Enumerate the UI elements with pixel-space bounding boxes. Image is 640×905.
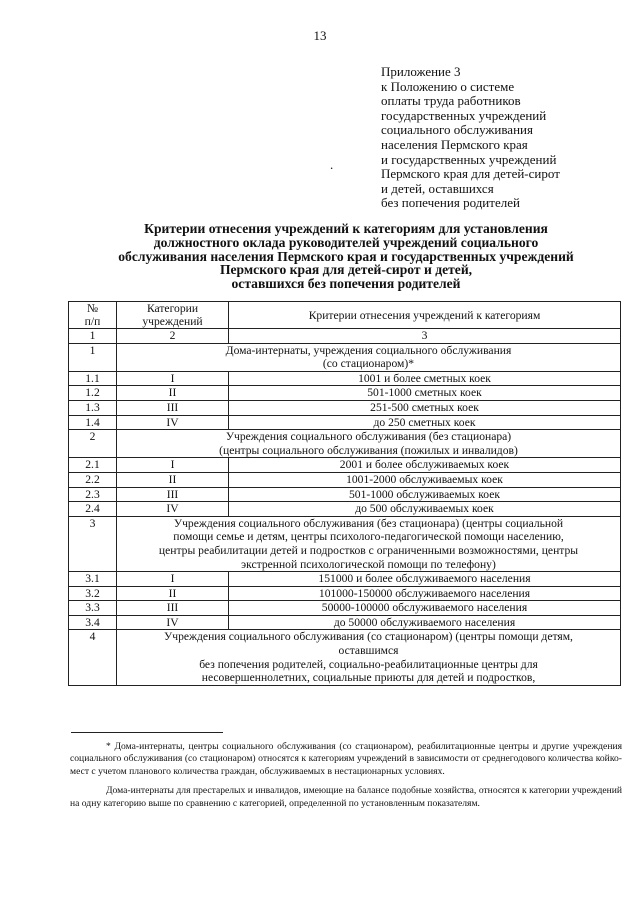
appendix-line: населения Пермского края xyxy=(381,136,528,152)
cell-category: II xyxy=(117,472,229,487)
table-row xyxy=(69,586,621,601)
footnotes xyxy=(70,741,622,810)
group-num: 1 xyxy=(69,343,117,371)
group-row xyxy=(69,343,621,371)
group-row xyxy=(69,630,621,685)
cell-criteria: 50000-100000 обслуживаемого населения xyxy=(229,601,621,616)
cell-category: II xyxy=(117,586,229,601)
cell-num: 1.3 xyxy=(69,400,117,415)
table-row xyxy=(69,487,621,502)
table-row xyxy=(69,572,621,587)
cell-category: I xyxy=(117,371,229,386)
cell-num: 1.1 xyxy=(69,371,117,386)
footnote-separator xyxy=(71,732,223,733)
column-number: 2 xyxy=(117,329,229,344)
table-row xyxy=(69,386,621,401)
criteria-table xyxy=(68,301,621,686)
appendix-reference xyxy=(381,65,621,211)
header-num: № п/п xyxy=(69,302,117,329)
group-title: Учреждения социального обслуживания (без стационара) (центры социальной помощи семье и детям, центры психолого-педагогической помощи населению, центры реабилитации детей и подростков с ограниченными возможностями, центры экстренной психологической помощи по телефону) xyxy=(117,516,621,571)
group-row xyxy=(69,516,621,571)
title-line: оставшихся без попечения родителей xyxy=(231,276,461,292)
stray-mark: . xyxy=(330,157,334,172)
footnote-paragraph: Дома-интернаты для престарелых и инвалидов, имеющие на балансе подобные хозяйства, относятся к категории учреждений на одну категорию выше по сравнению с категорией, определенной по установленным показателям. xyxy=(70,785,622,809)
cell-criteria: до 500 обслуживаемых коек xyxy=(229,502,621,517)
column-number: 3 xyxy=(229,329,621,344)
table-row xyxy=(69,615,621,630)
cell-criteria: до 50000 обслуживаемого населения xyxy=(229,615,621,630)
table-row xyxy=(69,601,621,616)
header-category: Категории учреждений xyxy=(117,302,229,329)
cell-category: II xyxy=(117,386,229,401)
footnote-paragraph: * Дома-интернаты, центры социального обслуживания (со стационаром), реабилитационные центры и другие учреждения социального обслуживания (со стационаром) относятся к категориям учреждений в зависимости от среднегодового количества койко-мест с учетом планового количества граждан, обслуживаемых в нестационарных условиях. xyxy=(70,741,622,777)
table-row xyxy=(69,458,621,473)
title-line: Критерии отнесения учреждений к категориям для установления xyxy=(144,221,548,236)
cell-criteria: 501-1000 обслуживаемых коек xyxy=(229,487,621,502)
cell-criteria: 501-1000 сметных коек xyxy=(229,386,621,401)
appendix-line: оплаты труда работников xyxy=(381,93,521,109)
page-cut xyxy=(66,708,626,716)
cell-criteria: 2001 и более обслуживаемых коек xyxy=(229,458,621,473)
appendix-line: социального обслуживания xyxy=(381,122,533,138)
cell-category: IV xyxy=(117,502,229,517)
table-row xyxy=(69,371,621,386)
appendix-line: к Положению о системе xyxy=(381,78,515,94)
cell-num: 2.2 xyxy=(69,472,117,487)
title-line: обслуживания населения Пермского края и государственных учреждений xyxy=(118,248,574,264)
appendix-line: и детей, оставшихся xyxy=(381,180,494,196)
cell-num: 2.1 xyxy=(69,458,117,473)
table-row xyxy=(69,415,621,430)
column-number-row xyxy=(69,329,621,344)
cell-category: IV xyxy=(117,615,229,630)
appendix-line: государственных учреждений xyxy=(381,107,547,123)
group-title: Учреждения социального обслуживания (со стационаром) (центры помощи детям, оставшимся без попечения родителей, социально-реабилитационные центры для несовершеннолетних, социальные приюты для детей и подростков, xyxy=(117,630,621,685)
cell-num: 3.3 xyxy=(69,601,117,616)
cell-criteria: 101000-150000 обслуживаемого населения xyxy=(229,586,621,601)
header-criteria: Критерии отнесения учреждений к категориям xyxy=(229,302,621,329)
appendix-line: Пермского края для детей-сирот xyxy=(381,166,560,182)
column-number: 1 xyxy=(69,329,117,344)
group-title: Дома-интернаты, учреждения социального обслуживания (со стационаром)* xyxy=(117,343,621,371)
cell-criteria: 1001 и более сметных коек xyxy=(229,371,621,386)
cell-num: 1.2 xyxy=(69,386,117,401)
table-body xyxy=(69,343,621,685)
cell-num: 2.3 xyxy=(69,487,117,502)
title-line: должностного оклада руководителей учреждений социального xyxy=(153,234,539,250)
table-row xyxy=(69,472,621,487)
page-number: 13 xyxy=(313,28,327,43)
cell-num: 3.2 xyxy=(69,586,117,601)
group-num: 2 xyxy=(69,430,117,458)
group-num: 3 xyxy=(69,516,117,571)
group-num: 4 xyxy=(69,630,117,685)
cell-category: IV xyxy=(117,415,229,430)
cell-category: I xyxy=(117,572,229,587)
cell-num: 3.1 xyxy=(69,572,117,587)
title-line: Пермского края для детей-сирот и детей, xyxy=(219,262,473,278)
group-row xyxy=(69,430,621,458)
table-header-row xyxy=(69,302,621,329)
cell-criteria: 251-500 сметных коек xyxy=(229,400,621,415)
appendix-line: и государственных учреждений xyxy=(381,151,557,167)
appendix-line: Приложение 3 xyxy=(381,64,461,79)
cell-category: III xyxy=(117,400,229,415)
table-row xyxy=(69,502,621,517)
cell-num: 2.4 xyxy=(69,502,117,517)
cell-num: 1.4 xyxy=(69,415,117,430)
table-row xyxy=(69,400,621,415)
cell-criteria: 1001-2000 обслуживаемых коек xyxy=(229,472,621,487)
cell-criteria: 151000 и более обслуживаемого населения xyxy=(229,572,621,587)
cell-category: III xyxy=(117,601,229,616)
appendix-line: без попечения родителей xyxy=(381,195,520,211)
cell-category: III xyxy=(117,487,229,502)
cell-num: 3.4 xyxy=(69,615,117,630)
group-title: Учреждения социального обслуживания (без стационара) (центры социального обслуживания (пожилых и инвалидов) xyxy=(117,430,621,458)
cell-criteria: до 250 сметных коек xyxy=(229,415,621,430)
cell-category: I xyxy=(117,458,229,473)
document-title xyxy=(60,222,632,291)
